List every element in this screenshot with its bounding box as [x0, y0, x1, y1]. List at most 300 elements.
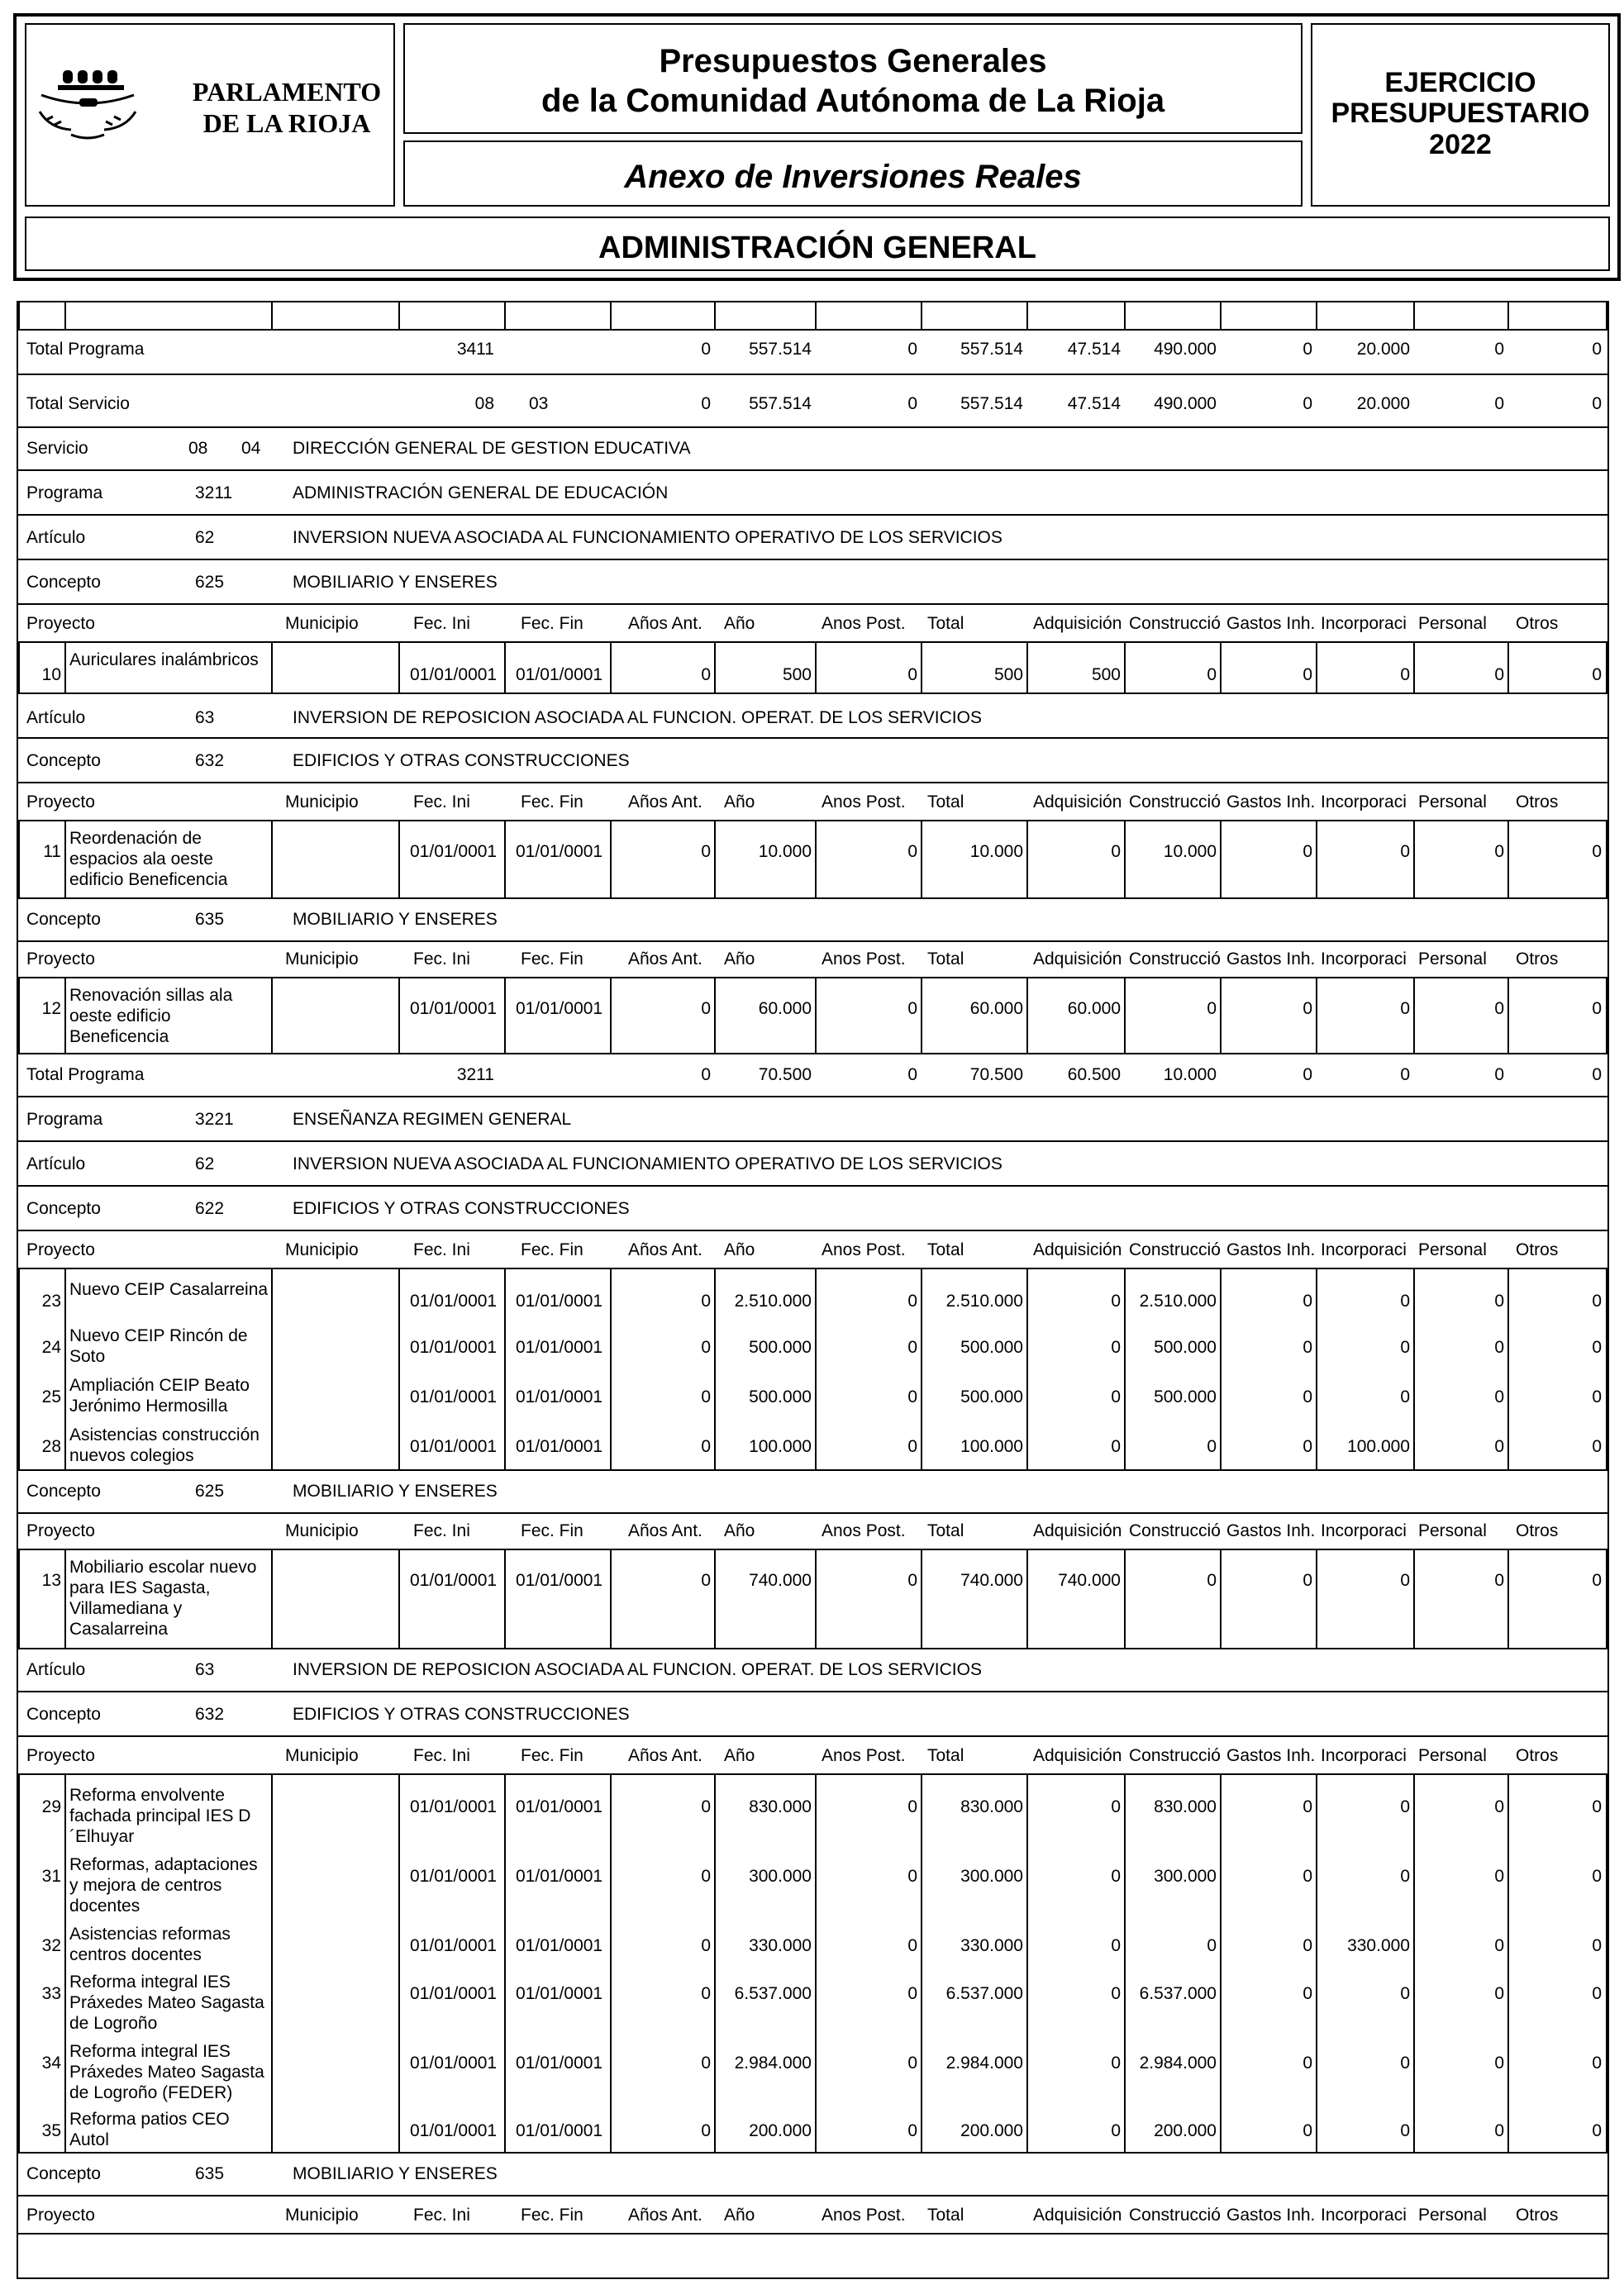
project-value: 0 [1494, 1338, 1504, 1357]
project-value: 0 [1494, 1797, 1504, 1816]
row-divider [18, 1268, 1607, 1269]
level-label: Concepto [26, 573, 101, 592]
column-header: Fec. Ini [413, 1746, 470, 1765]
total-value: 10.000 [1163, 1065, 1217, 1084]
level-code: 3211 [195, 483, 233, 502]
project-start: 01/01/0001 [410, 999, 498, 1018]
row-divider [18, 1512, 1607, 1514]
project-value: 0 [907, 1867, 917, 1886]
total-value: 60.500 [1067, 1065, 1121, 1084]
column-divider [1220, 1550, 1222, 1648]
column-header: Incorporaci [1321, 793, 1407, 811]
row-divider [18, 1648, 1607, 1649]
project-value: 0 [1111, 1936, 1121, 1955]
column-divider [1507, 821, 1509, 897]
project-end: 01/01/0001 [516, 999, 603, 1018]
column-divider [398, 821, 400, 897]
column-header: Construcció [1129, 1241, 1221, 1259]
project-value: 0 [1111, 1437, 1121, 1456]
column-divider [610, 1775, 612, 2152]
column-header: Proyecto [26, 1521, 95, 1540]
column-header: Incorporaci [1321, 615, 1407, 632]
exercise-box [1311, 23, 1610, 207]
project-value: 0 [1400, 999, 1410, 1018]
project-start: 01/01/0001 [410, 1571, 498, 1590]
project-name: Reforma integral IES Práxedes Mateo Sagasta de Logroño [69, 1973, 264, 2033]
column-divider [921, 302, 922, 329]
project-number: 31 [41, 1867, 61, 1886]
row-divider [18, 469, 1607, 471]
project-start: 01/01/0001 [410, 1984, 498, 2003]
level-label: Concepto [26, 1482, 101, 1501]
row-divider [18, 2152, 1607, 2154]
project-end: 01/01/0001 [516, 1867, 603, 1886]
project-number: 23 [41, 1292, 61, 1311]
project-value: 0 [1494, 1387, 1504, 1406]
total-value: 557.514 [960, 340, 1023, 359]
row-divider [18, 1469, 1607, 1471]
project-value: 500.000 [1154, 1338, 1217, 1357]
column-header: Construcció [1129, 950, 1221, 968]
total-code2: 03 [529, 394, 549, 413]
column-divider [64, 1775, 66, 2152]
column-divider [18, 643, 20, 692]
column-header: Fec. Ini [413, 1521, 470, 1540]
column-divider [714, 978, 716, 1053]
column-divider [815, 1550, 817, 1648]
total-value: 0 [1303, 394, 1312, 413]
project-name: Mobiliario escolar nuevo para IES Sagasta, Villamediana y Casalarreina [69, 1558, 257, 1639]
column-divider [1606, 821, 1607, 897]
column-divider [1316, 302, 1317, 329]
org-box [25, 23, 395, 207]
project-value: 0 [1494, 1867, 1504, 1886]
project-value: 0 [907, 1936, 917, 1955]
project-value: 500 [782, 665, 812, 684]
column-divider [1413, 821, 1415, 897]
row-divider [18, 977, 1607, 978]
level-title: EDIFICIOS Y OTRAS CONSTRUCCIONES [293, 751, 630, 770]
column-header: Gastos Inh. [1226, 615, 1316, 632]
column-divider [398, 302, 400, 329]
project-value: 0 [1592, 1936, 1602, 1955]
column-divider [271, 1775, 273, 2152]
project-value: 0 [907, 1571, 917, 1590]
column-header: Municipio [285, 1521, 359, 1540]
column-header: Año [724, 1521, 755, 1540]
column-header: Año [724, 2206, 755, 2225]
project-value: 0 [1494, 2054, 1504, 2073]
parliament-logo-icon [38, 62, 137, 153]
column-header: Fec. Fin [521, 1521, 583, 1540]
project-start: 01/01/0001 [410, 665, 498, 684]
project-value: 500.000 [1154, 1387, 1217, 1406]
column-header: Municipio [285, 1746, 359, 1765]
column-divider [921, 1550, 922, 1648]
column-divider [1316, 1775, 1317, 2152]
project-value: 0 [1592, 1437, 1602, 1456]
column-divider [1124, 978, 1126, 1053]
project-end: 01/01/0001 [516, 2121, 603, 2140]
level-label: Artículo [26, 708, 86, 727]
total-value: 0 [907, 340, 917, 359]
project-value: 0 [1494, 842, 1504, 861]
exercise-line2: PRESUPUESTARIO [1331, 98, 1590, 130]
column-header: Años Ant. [628, 1521, 702, 1540]
project-value: 300.000 [1154, 1867, 1217, 1886]
column-divider [610, 302, 612, 329]
column-header: Personal [1418, 792, 1487, 811]
project-value: 500.000 [749, 1338, 812, 1357]
project-value: 0 [1400, 1338, 1410, 1357]
total-label: Total Programa [26, 340, 145, 359]
project-end: 01/01/0001 [516, 2054, 603, 2073]
project-value: 60.000 [969, 999, 1023, 1018]
project-value: 300.000 [749, 1867, 812, 1886]
project-value: 0 [1592, 999, 1602, 1018]
column-header: Proyecto [26, 614, 95, 633]
project-value: 0 [701, 665, 711, 684]
project-value: 0 [907, 1338, 917, 1357]
column-divider [504, 821, 506, 897]
level-title: MOBILIARIO Y ENSERES [293, 1482, 498, 1501]
project-value: 0 [701, 1437, 711, 1456]
row-divider [18, 692, 1607, 694]
column-header: Adquisición [1033, 614, 1122, 633]
column-divider [64, 821, 66, 897]
exercise [1312, 68, 1608, 160]
project-value: 0 [1400, 665, 1410, 684]
total-value: 0 [1303, 340, 1312, 359]
project-name: Reforma integral IES Práxedes Mateo Sagasta de Logroño (FEDER) [69, 2042, 264, 2102]
project-number: 34 [41, 2054, 61, 2073]
column-divider [504, 978, 506, 1053]
column-header: Personal [1418, 614, 1487, 633]
column-header: Anos Post. [822, 1746, 906, 1765]
row-divider [18, 897, 1607, 899]
total-value: 0 [907, 1065, 917, 1084]
column-header: Gastos Inh. [1226, 1522, 1316, 1540]
column-header: Total [927, 614, 964, 633]
project-end: 01/01/0001 [516, 1338, 603, 1357]
project-value: 0 [1303, 2121, 1312, 2140]
project-value: 0 [701, 1797, 711, 1816]
project-value: 0 [907, 842, 917, 861]
level-code: 63 [195, 1660, 215, 1679]
level-code: 622 [195, 1199, 225, 1218]
column-header: Municipio [285, 1240, 359, 1259]
level-code: 62 [195, 528, 215, 547]
level-code: 62 [195, 1154, 215, 1173]
section-box [25, 217, 1610, 271]
level-title: ADMINISTRACIÓN GENERAL DE EDUCACIÓN [293, 483, 669, 502]
project-value: 2.510.000 [734, 1292, 812, 1311]
level-label: Concepto [26, 1199, 101, 1218]
column-header: Otros [1516, 614, 1559, 633]
level-label: Artículo [26, 1660, 86, 1679]
column-header: Construcció [1129, 615, 1221, 632]
column-divider [1220, 643, 1222, 692]
column-header: Proyecto [26, 949, 95, 969]
level-label: Programa [26, 1110, 103, 1129]
project-value: 100.000 [960, 1437, 1023, 1456]
column-header: Personal [1418, 949, 1487, 969]
project-name: Renovación sillas ala oeste edificio Beneficencia [69, 986, 233, 1046]
column-header: Total [927, 2206, 964, 2225]
row-divider [18, 329, 1607, 331]
level-code: 625 [195, 1482, 225, 1501]
project-value: 0 [1592, 1797, 1602, 1816]
project-value: 100.000 [1347, 1437, 1410, 1456]
project-start: 01/01/0001 [410, 1338, 498, 1357]
column-header: Proyecto [26, 1240, 95, 1259]
level-code: 632 [195, 751, 225, 770]
project-value: 740.000 [749, 1571, 812, 1590]
project-value: 0 [701, 1571, 711, 1590]
project-value: 0 [701, 1984, 711, 2003]
project-value: 0 [907, 2121, 917, 2140]
level-title: MOBILIARIO Y ENSERES [293, 2164, 498, 2183]
project-value: 0 [1592, 1338, 1602, 1357]
project-value: 0 [907, 1797, 917, 1816]
level-title: MOBILIARIO Y ENSERES [293, 573, 498, 592]
column-divider [921, 643, 922, 692]
project-value: 0 [1111, 1797, 1121, 1816]
row-divider [18, 737, 1607, 739]
project-value: 0 [1400, 1292, 1410, 1311]
column-divider [1316, 643, 1317, 692]
row-divider [18, 1185, 1607, 1187]
column-divider [1507, 643, 1509, 692]
project-value: 0 [1400, 1867, 1410, 1886]
project-value: 0 [1207, 1571, 1217, 1590]
column-divider [1413, 1550, 1415, 1648]
column-header: Adquisición [1033, 2206, 1122, 2225]
project-value: 0 [1111, 1338, 1121, 1357]
total-value: 0 [1592, 1065, 1602, 1084]
column-divider [18, 1269, 20, 1469]
column-header: Gastos Inh. [1226, 793, 1316, 811]
row-divider [18, 782, 1607, 783]
column-divider [921, 821, 922, 897]
project-value: 0 [1400, 1387, 1410, 1406]
total-value: 0 [1494, 1065, 1504, 1084]
project-name: Reformas, adaptaciones y mejora de centros docentes [69, 1855, 258, 1916]
column-divider [271, 1550, 273, 1648]
column-header: Año [724, 792, 755, 811]
project-name: Asistencias construcción nuevos colegios [69, 1425, 260, 1465]
project-end: 01/01/0001 [516, 1936, 603, 1955]
total-value: 20.000 [1356, 394, 1410, 413]
column-divider [714, 1550, 716, 1648]
project-start: 01/01/0001 [410, 1387, 498, 1406]
column-divider [1124, 1550, 1126, 1648]
project-value: 0 [1111, 2121, 1121, 2140]
column-header: Personal [1418, 1240, 1487, 1259]
project-value: 0 [1303, 842, 1312, 861]
column-divider [1026, 1775, 1028, 2152]
row-divider [18, 820, 1607, 821]
level-title: INVERSION NUEVA ASOCIADA AL FUNCIONAMIENTO OPERATIVO DE LOS SERVICIOS [293, 1154, 1002, 1173]
project-start: 01/01/0001 [410, 842, 498, 861]
column-divider [1026, 821, 1028, 897]
level-label: Programa [26, 483, 103, 502]
column-header: Total [927, 1746, 964, 1765]
column-divider [610, 821, 612, 897]
column-header: Total [927, 949, 964, 969]
column-header: Años Ant. [628, 1240, 702, 1259]
column-divider [1026, 302, 1028, 329]
project-value: 0 [1111, 1387, 1121, 1406]
level-title: EDIFICIOS Y OTRAS CONSTRUCCIONES [293, 1705, 630, 1724]
project-value: 0 [1592, 842, 1602, 861]
column-header: Fec. Fin [521, 1746, 583, 1765]
project-start: 01/01/0001 [410, 1292, 498, 1311]
project-value: 10.000 [758, 842, 812, 861]
column-header: Otros [1516, 2206, 1559, 2225]
column-divider [815, 1269, 817, 1469]
project-value: 0 [701, 1292, 711, 1311]
project-value: 0 [1592, 2054, 1602, 2073]
level-label: Concepto [26, 910, 101, 929]
project-value: 2.984.000 [734, 2054, 812, 2073]
column-header: Fec. Fin [521, 949, 583, 969]
column-divider [815, 978, 817, 1053]
project-value: 0 [701, 999, 711, 1018]
project-value: 0 [1494, 1437, 1504, 1456]
column-divider [1413, 978, 1415, 1053]
column-header: Anos Post. [822, 1240, 906, 1259]
project-value: 0 [1303, 2054, 1312, 2073]
project-value: 2.510.000 [945, 1292, 1023, 1311]
project-value: 0 [1303, 1984, 1312, 2003]
column-divider [1606, 302, 1607, 329]
subtitle: Anexo de Inversiones Reales [624, 159, 1082, 195]
column-header: Otros [1516, 1240, 1559, 1259]
project-value: 740.000 [960, 1571, 1023, 1590]
subtitle-box [403, 140, 1303, 207]
total-label: Total Servicio [26, 394, 130, 413]
project-value: 0 [1111, 2054, 1121, 2073]
column-divider [1606, 1550, 1607, 1648]
project-value: 0 [1303, 999, 1312, 1018]
column-divider [504, 643, 506, 692]
column-divider [921, 978, 922, 1053]
column-header: Fec. Ini [413, 1240, 470, 1259]
column-divider [64, 643, 66, 692]
column-divider [1026, 1269, 1028, 1469]
project-value: 2.984.000 [945, 2054, 1023, 2073]
level-code: 632 [195, 1705, 225, 1724]
project-value: 0 [1303, 665, 1312, 684]
total-value: 20.000 [1356, 340, 1410, 359]
column-header: Gastos Inh. [1226, 1747, 1316, 1764]
project-value: 830.000 [749, 1797, 812, 1816]
project-value: 740.000 [1058, 1571, 1121, 1590]
project-end: 01/01/0001 [516, 1292, 603, 1311]
row-divider [18, 1140, 1607, 1142]
column-divider [1124, 1775, 1126, 2152]
project-value: 0 [1207, 1936, 1217, 1955]
level-code: 63 [195, 708, 215, 727]
column-divider [714, 643, 716, 692]
project-value: 0 [1303, 1867, 1312, 1886]
column-divider [610, 643, 612, 692]
title-line2: de la Comunidad Autónoma de La Rioja [541, 83, 1165, 119]
column-header: Gastos Inh. [1226, 950, 1316, 968]
level-label: Concepto [26, 2164, 101, 2183]
column-divider [1316, 1269, 1317, 1469]
project-value: 500.000 [960, 1387, 1023, 1406]
level-label: Concepto [26, 751, 101, 770]
project-value: 100.000 [749, 1437, 812, 1456]
row-divider [18, 514, 1607, 516]
project-value: 300.000 [960, 1867, 1023, 1886]
column-divider [271, 302, 273, 329]
row-divider [18, 1230, 1607, 1231]
project-value: 0 [1303, 1437, 1312, 1456]
total-value: 490.000 [1154, 340, 1217, 359]
column-header: Fec. Fin [521, 2206, 583, 2225]
column-divider [1124, 643, 1126, 692]
column-header: Total [927, 1240, 964, 1259]
column-divider [1124, 821, 1126, 897]
title [405, 41, 1301, 121]
column-header: Total [927, 792, 964, 811]
project-value: 0 [1400, 2054, 1410, 2073]
total-value: 47.514 [1067, 394, 1121, 413]
project-value: 60.000 [1067, 999, 1121, 1018]
column-divider [1606, 1269, 1607, 1469]
row-divider [18, 1735, 1607, 1737]
project-value: 0 [1400, 1984, 1410, 2003]
column-divider [1606, 1775, 1607, 2152]
column-divider [504, 1550, 506, 1648]
column-header: Proyecto [26, 1746, 95, 1765]
title-box [403, 23, 1303, 134]
column-header: Gastos Inh. [1226, 2206, 1316, 2224]
column-header: Incorporaci [1321, 1747, 1407, 1764]
project-value: 500 [1091, 665, 1121, 684]
total-value: 0 [1592, 340, 1602, 359]
project-number: 11 [43, 842, 61, 861]
project-name: Ampliación CEIP Beato Jerónimo Hermosilla [69, 1376, 250, 1416]
total-value: 0 [907, 394, 917, 413]
row-divider [18, 559, 1607, 560]
project-value: 0 [1592, 1292, 1602, 1311]
project-value: 10.000 [969, 842, 1023, 861]
total-value: 490.000 [1154, 394, 1217, 413]
level-title: MOBILIARIO Y ENSERES [293, 910, 498, 929]
row-divider [18, 1549, 1607, 1550]
column-divider [1316, 1550, 1317, 1648]
project-value: 830.000 [960, 1797, 1023, 1816]
project-value: 0 [907, 665, 917, 684]
project-value: 0 [1111, 1984, 1121, 2003]
project-value: 500.000 [749, 1387, 812, 1406]
project-value: 0 [1207, 1437, 1217, 1456]
project-value: 0 [1494, 665, 1504, 684]
project-value: 0 [1303, 1797, 1312, 1816]
project-value: 0 [701, 2054, 711, 2073]
project-value: 0 [907, 1437, 917, 1456]
project-value: 10.000 [1163, 842, 1217, 861]
project-value: 830.000 [1154, 1797, 1217, 1816]
level-title: EDIFICIOS Y OTRAS CONSTRUCCIONES [293, 1199, 630, 1218]
column-divider [1606, 643, 1607, 692]
project-start: 01/01/0001 [410, 1797, 498, 1816]
column-divider [714, 1269, 716, 1469]
